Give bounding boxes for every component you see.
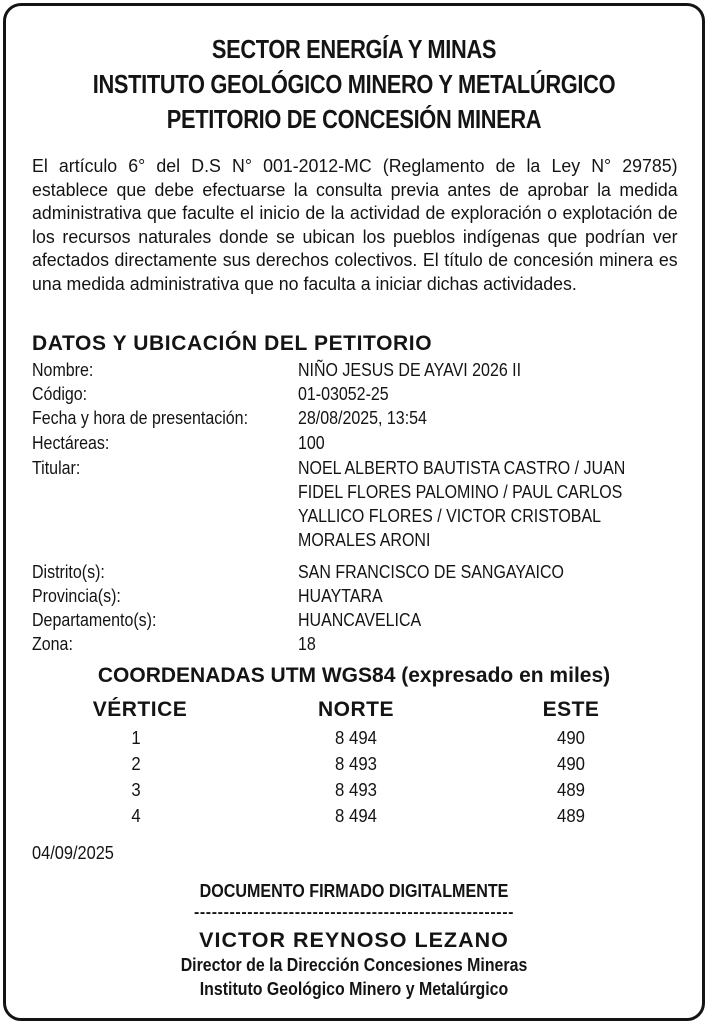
north-cell: 8 493 xyxy=(335,753,377,774)
header-institute: INSTITUTO GEOLÓGICO MINERO Y METALÚRGICO xyxy=(92,69,616,99)
distrito-label: Distrito(s): xyxy=(32,561,105,582)
departamento-value: HUANCAVELICA xyxy=(298,609,422,630)
zona-value: 18 xyxy=(298,633,316,654)
titular-line: FIDEL FLORES PALOMINO / PAUL CARLOS xyxy=(298,481,623,502)
petition-section-heading: DATOS Y UBICACIÓN DEL PETITORIO xyxy=(32,332,433,355)
mining-concession-notice xyxy=(3,3,705,1021)
hectareas-value: 100 xyxy=(298,432,325,453)
fecha-value: 28/08/2025, 13:54 xyxy=(298,407,427,428)
north-cell: 8 493 xyxy=(335,779,377,800)
titular-value xyxy=(298,456,625,552)
north-cell: 8 494 xyxy=(335,727,377,748)
east-cell: 490 xyxy=(557,727,585,748)
hectareas-label: Hectáreas: xyxy=(32,432,110,453)
departamento-label: Departamento(s): xyxy=(32,609,157,630)
codigo-label: Código: xyxy=(32,383,88,404)
digitally-signed-label: DOCUMENTO FIRMADO DIGITALMENTE xyxy=(199,880,509,901)
provincia-label: Provincia(s): xyxy=(32,585,121,606)
publication-date: 04/09/2025 xyxy=(32,842,114,863)
column-header-norte: NORTE xyxy=(318,698,394,721)
vertex-cell: 1 xyxy=(131,727,141,748)
codigo-value: 01-03052-25 xyxy=(298,383,389,404)
north-cell: 8 494 xyxy=(335,805,377,826)
nombre-value: NIÑO JESUS DE AYAVI 2026 II xyxy=(298,359,522,380)
east-cell: 489 xyxy=(557,805,585,826)
column-header-este: ESTE xyxy=(542,698,600,721)
distrito-value: SAN FRANCISCO DE SANGAYAICO xyxy=(298,561,564,582)
zona-label: Zona: xyxy=(32,633,73,654)
signer-institution: Instituto Geológico Minero y Metalúrgico xyxy=(199,978,509,999)
fecha-label: Fecha y hora de presentación: xyxy=(32,407,249,428)
vertex-cell: 2 xyxy=(131,753,141,774)
header-document-type: PETITORIO DE CONCESIÓN MINERA xyxy=(166,104,542,134)
vertex-cell: 3 xyxy=(131,779,141,800)
nombre-label: Nombre: xyxy=(32,359,94,380)
titular-line: YALLICO FLORES / VICTOR CRISTOBAL xyxy=(298,505,602,526)
signer-name: VICTOR REYNOSO LEZANO xyxy=(199,928,509,952)
titular-label: Titular: xyxy=(32,457,81,478)
column-header-vertice: VÉRTICE xyxy=(92,698,188,721)
east-cell: 489 xyxy=(557,779,585,800)
vertex-cell: 4 xyxy=(131,805,141,826)
east-cell: 490 xyxy=(557,753,585,774)
header-sector: SECTOR ENERGÍA Y MINAS xyxy=(211,34,497,64)
titular-line: MORALES ARONI xyxy=(298,529,431,550)
titular-line: NOEL ALBERTO BAUTISTA CASTRO / JUAN xyxy=(298,457,626,478)
signer-role: Director de la Dirección Concesiones Mineras xyxy=(180,954,528,975)
provincia-value: HUAYTARA xyxy=(298,585,383,606)
coordinates-heading: COORDENADAS UTM WGS84 (expresado en miles) xyxy=(97,664,611,687)
signature-line: ------------------------------------------------------ xyxy=(193,904,515,921)
intro-paragraph: El artículo 6° del D.S N° 001-2012-MC (Reglamento de la Ley N° 29785) establece que debe efectuarse la consulta previa antes de aprobar la medida administrativa que faculte el inicio de la actividad de exploración o explotación de los recursos naturales donde se ubican los pueblos indígenas que podrían ver afectados directamente sus derechos colectivos. El título de concesión minera es una medida administrativa que no faculta a iniciar dichas actividades. xyxy=(32,155,678,294)
